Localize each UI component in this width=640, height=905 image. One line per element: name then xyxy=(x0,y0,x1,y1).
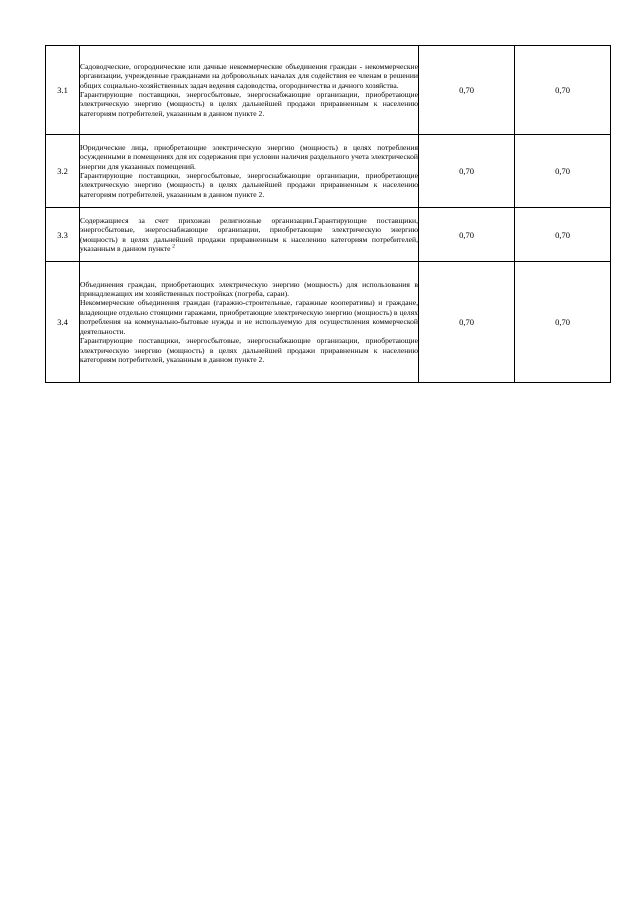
table-row xyxy=(46,262,611,383)
row-number: 3.1 xyxy=(46,46,80,135)
table-row xyxy=(46,46,611,135)
row-number: 3.2 xyxy=(46,135,80,208)
description-paragraph: Объединения граждан, приобретающих электрическую энергию (мощность) для использования в принадлежащих им хозяйственных постройках (погреба, сараи). xyxy=(80,279,418,299)
value-cell-2: 0,70 xyxy=(515,208,611,262)
description-paragraph: Гарантирующие поставщики, энергосбытовые, энергоснабжающие организации, приобретающие электрическую энергию (мощность) в целях дальнейшей продажи приравненным к населению категориям потребителей, указанным в данном пункте 2. xyxy=(80,171,418,199)
description-paragraph: Юридические лица, приобретающие электрическую энергию (мощность) в целях потребления осужденными в помещениях для их содержания при условии наличия раздельного учета электрической энергии для указанных помещений. xyxy=(80,142,418,171)
row-description xyxy=(80,262,419,383)
value-cell-2: 0,70 xyxy=(515,46,611,135)
row-number: 3.3 xyxy=(46,208,80,262)
description-text: Содержащиеся за счет прихожан религиозные организации.Гарантирующие поставщики, энергосбытовые, энергоснабжающие организации, приобретающие электрическую энергию (мощность) в целях дальнейшей продажи приравненным к населению категориям потребителей, указанным в данном пункте xyxy=(80,215,418,253)
table-row xyxy=(46,208,611,262)
tariff-table xyxy=(45,45,611,383)
description-paragraph: Некоммерческие объединения граждан (гаражно-строительные, гаражные кооперативы) и граждане, владеющие отдельно стоящими гаражами, приобретающие электрическую энергию (мощность) в целях потребления на коммунально-бытовые нужды и не используемую для осуществления коммерческой деятельности. xyxy=(80,298,418,336)
value-cell-1: 0,70 xyxy=(419,208,515,262)
value-cell-1: 0,70 xyxy=(419,46,515,135)
description-paragraph xyxy=(80,216,418,254)
value-cell-1: 0,70 xyxy=(419,262,515,383)
value-cell-2: 0,70 xyxy=(515,262,611,383)
row-description xyxy=(80,135,419,208)
value-cell-1: 0,70 xyxy=(419,135,515,208)
footnote-mark: 2 xyxy=(172,244,175,250)
description-paragraph: Гарантирующие поставщики, энергосбытовые, энергоснабжающие организации, приобретающие электрическую энергию (мощность) в целях дальнейшей продажи приравненным к населению категориям потребителей, указанным в данном пункте 2. xyxy=(80,336,418,364)
row-number: 3.4 xyxy=(46,262,80,383)
row-description xyxy=(80,46,419,135)
description-paragraph: Гарантирующие поставщики, энергосбытовые, энергоснабжающие организации, приобретающие электрическую энергию (мощность) в целях дальнейшей продажи приравненным к населению категориям потребителей, указанным в данном пункте 2. xyxy=(80,90,418,118)
row-description xyxy=(80,208,419,262)
description-paragraph: Садоводческие, огороднические или дачные некоммерческие объединения граждан - некоммерческие организации, учрежденные гражданами на добровольных началах для содействия ее членам в решении общих социально-хозяйственных задач ведения садоводства, огородничества и дачного хозяйства. xyxy=(80,61,418,90)
value-cell-2: 0,70 xyxy=(515,135,611,208)
table-row xyxy=(46,135,611,208)
tariff-table-body xyxy=(46,46,611,383)
